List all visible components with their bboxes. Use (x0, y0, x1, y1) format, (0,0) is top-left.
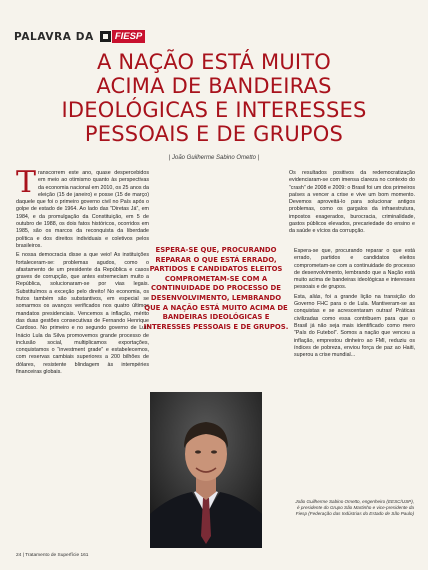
headline-line: A NAÇÃO ESTÁ MUITO (96, 50, 332, 74)
fiesp-logo (100, 30, 145, 43)
fiesp-logo-icon (100, 31, 111, 42)
photo-caption: João Guilherme Sabino Ometto, engenheiro (EESC/USP), é presidente do Grupo São Martinho e vice-presidente da Fiesp (Federação das Indústrias do Estado de São Paulo) (295, 499, 414, 517)
pull-quote: ESPERA-SE QUE, PROCURANDO REPARAR O QUE ESTÁ ERRADO, PARTIDOS E CANDIDATOS ELEITOS COMPROMETAM-SE COM A CONTINUIDADE DO PROCESSO DE DESENVOLVIMENTO, LEMBRANDO QUE A NAÇÃO ESTÁ MUITO ACIMA DE BANDEIRAS IDEOLÓGICAS E INTERESSES PESSOAIS E DE GRUPOS. (143, 246, 289, 331)
fiesp-logo-text: FIESP (112, 30, 145, 43)
author-byline: | João Guilherme Sabino Ometto | (168, 155, 260, 161)
paragraph: E nossa democracia disse a que veio! As instituições fortaleceram-se: problemas agudos, como o afastamento de um presidente da República e casos graves de corrupção, que antes estremeciam muito a República, solucionaram-se por vias legais. Substituímos a exceção pelo direito! No economia, os frutos também são substantivos, em especial se somarmos os avanços verificados nos quatro últimos mandatos presidenciais. Vencemos a inflação, mérito das duas gestões consecutivas de Fernando Henrique Cardoso. No primeiro e no segundo governo de Luiz Inácio Lula da Silva promovemos grande processo de inclusão social, multiplicamos exportações, conquistamos o “investment grade” e estabelecemos, com reservas cambiais superiores a 200 bilhões de dólares, resistente blindagem às intempéries financeiras globais. (16, 252, 149, 376)
page-footer: 24 | Tratamento de Superfície 161 (16, 553, 89, 558)
article-column-right (294, 248, 415, 359)
paragraph: ranscorrem este ano, quase despercebidos em meio ao otimismo quanto às perspectivas da economia nacional em 2010, os 25 anos da eleição (15 de janeiro) e posse (15 de março) daquele que foi o primeiro governo civil no País após o golpe de estado de 1964. Ao lado das “Diretas Já”, em 1984, e da promulgação da Constituição, em 5 de outubro de 1988, os dois fatos históricos, ocorridos em 1985, são os marcos da reconquista da liberdade política e dos direitos individuais e coletivos pelos brasileiros. (16, 170, 149, 249)
article-column-left (16, 165, 149, 376)
paragraph: Espera-se que, procurando reparar o que está errado, partidos e candidatos eleitos comprometam-se com a continuidade do processo de desenvolvimento, lembrando que a Nação está muito acima de bandeiras ideológicas e interesses pessoais e de grupos. (294, 248, 415, 291)
headline-line: PESSOAIS E DE GRUPOS (84, 122, 344, 146)
section-label: PALAVRA DA (14, 30, 94, 43)
article-headline (14, 50, 414, 146)
drop-cap: T (16, 165, 37, 200)
paragraph: Esta, aliás, foi a grande lição na transição do Governo FHC para o de Lula. Mantiveram-se as conquistas e se acrescentaram outras! Práticas civilizadas como essa contribuem para que o Brasil já não seja mais identificado como mero “País do Futebol”. Somos a nação que venceu a inflação, emprestou dinheiro ao FMI, reduziu os índices de pobreza, enviou força de paz ao Haiti, superou a crise mundial... (294, 293, 415, 359)
headline-line: ACIMA DE BANDEIRAS (96, 74, 332, 98)
article-column-right-top: Os resultados positivos da redemocratização evidenciaram-se com imensa clareza no contexto do “crash” de 2008 e 2009: o Brasil foi um dos primeiros países a vencer a crise e vive um bom momento. Devemos aproveitá-lo para solucionar antigos problemas, como os gargalos da infraestrutura, impostos exagerados, burocracia, criminalidade, gastos públicos elevados, precariedade do ensino e da saúde e vícios da corrupção. (289, 170, 415, 235)
section-header (14, 30, 145, 43)
headline-line: IDEOLÓGICAS E INTERESSES (61, 98, 367, 122)
portrait-image (150, 392, 262, 548)
author-photo (150, 392, 262, 548)
